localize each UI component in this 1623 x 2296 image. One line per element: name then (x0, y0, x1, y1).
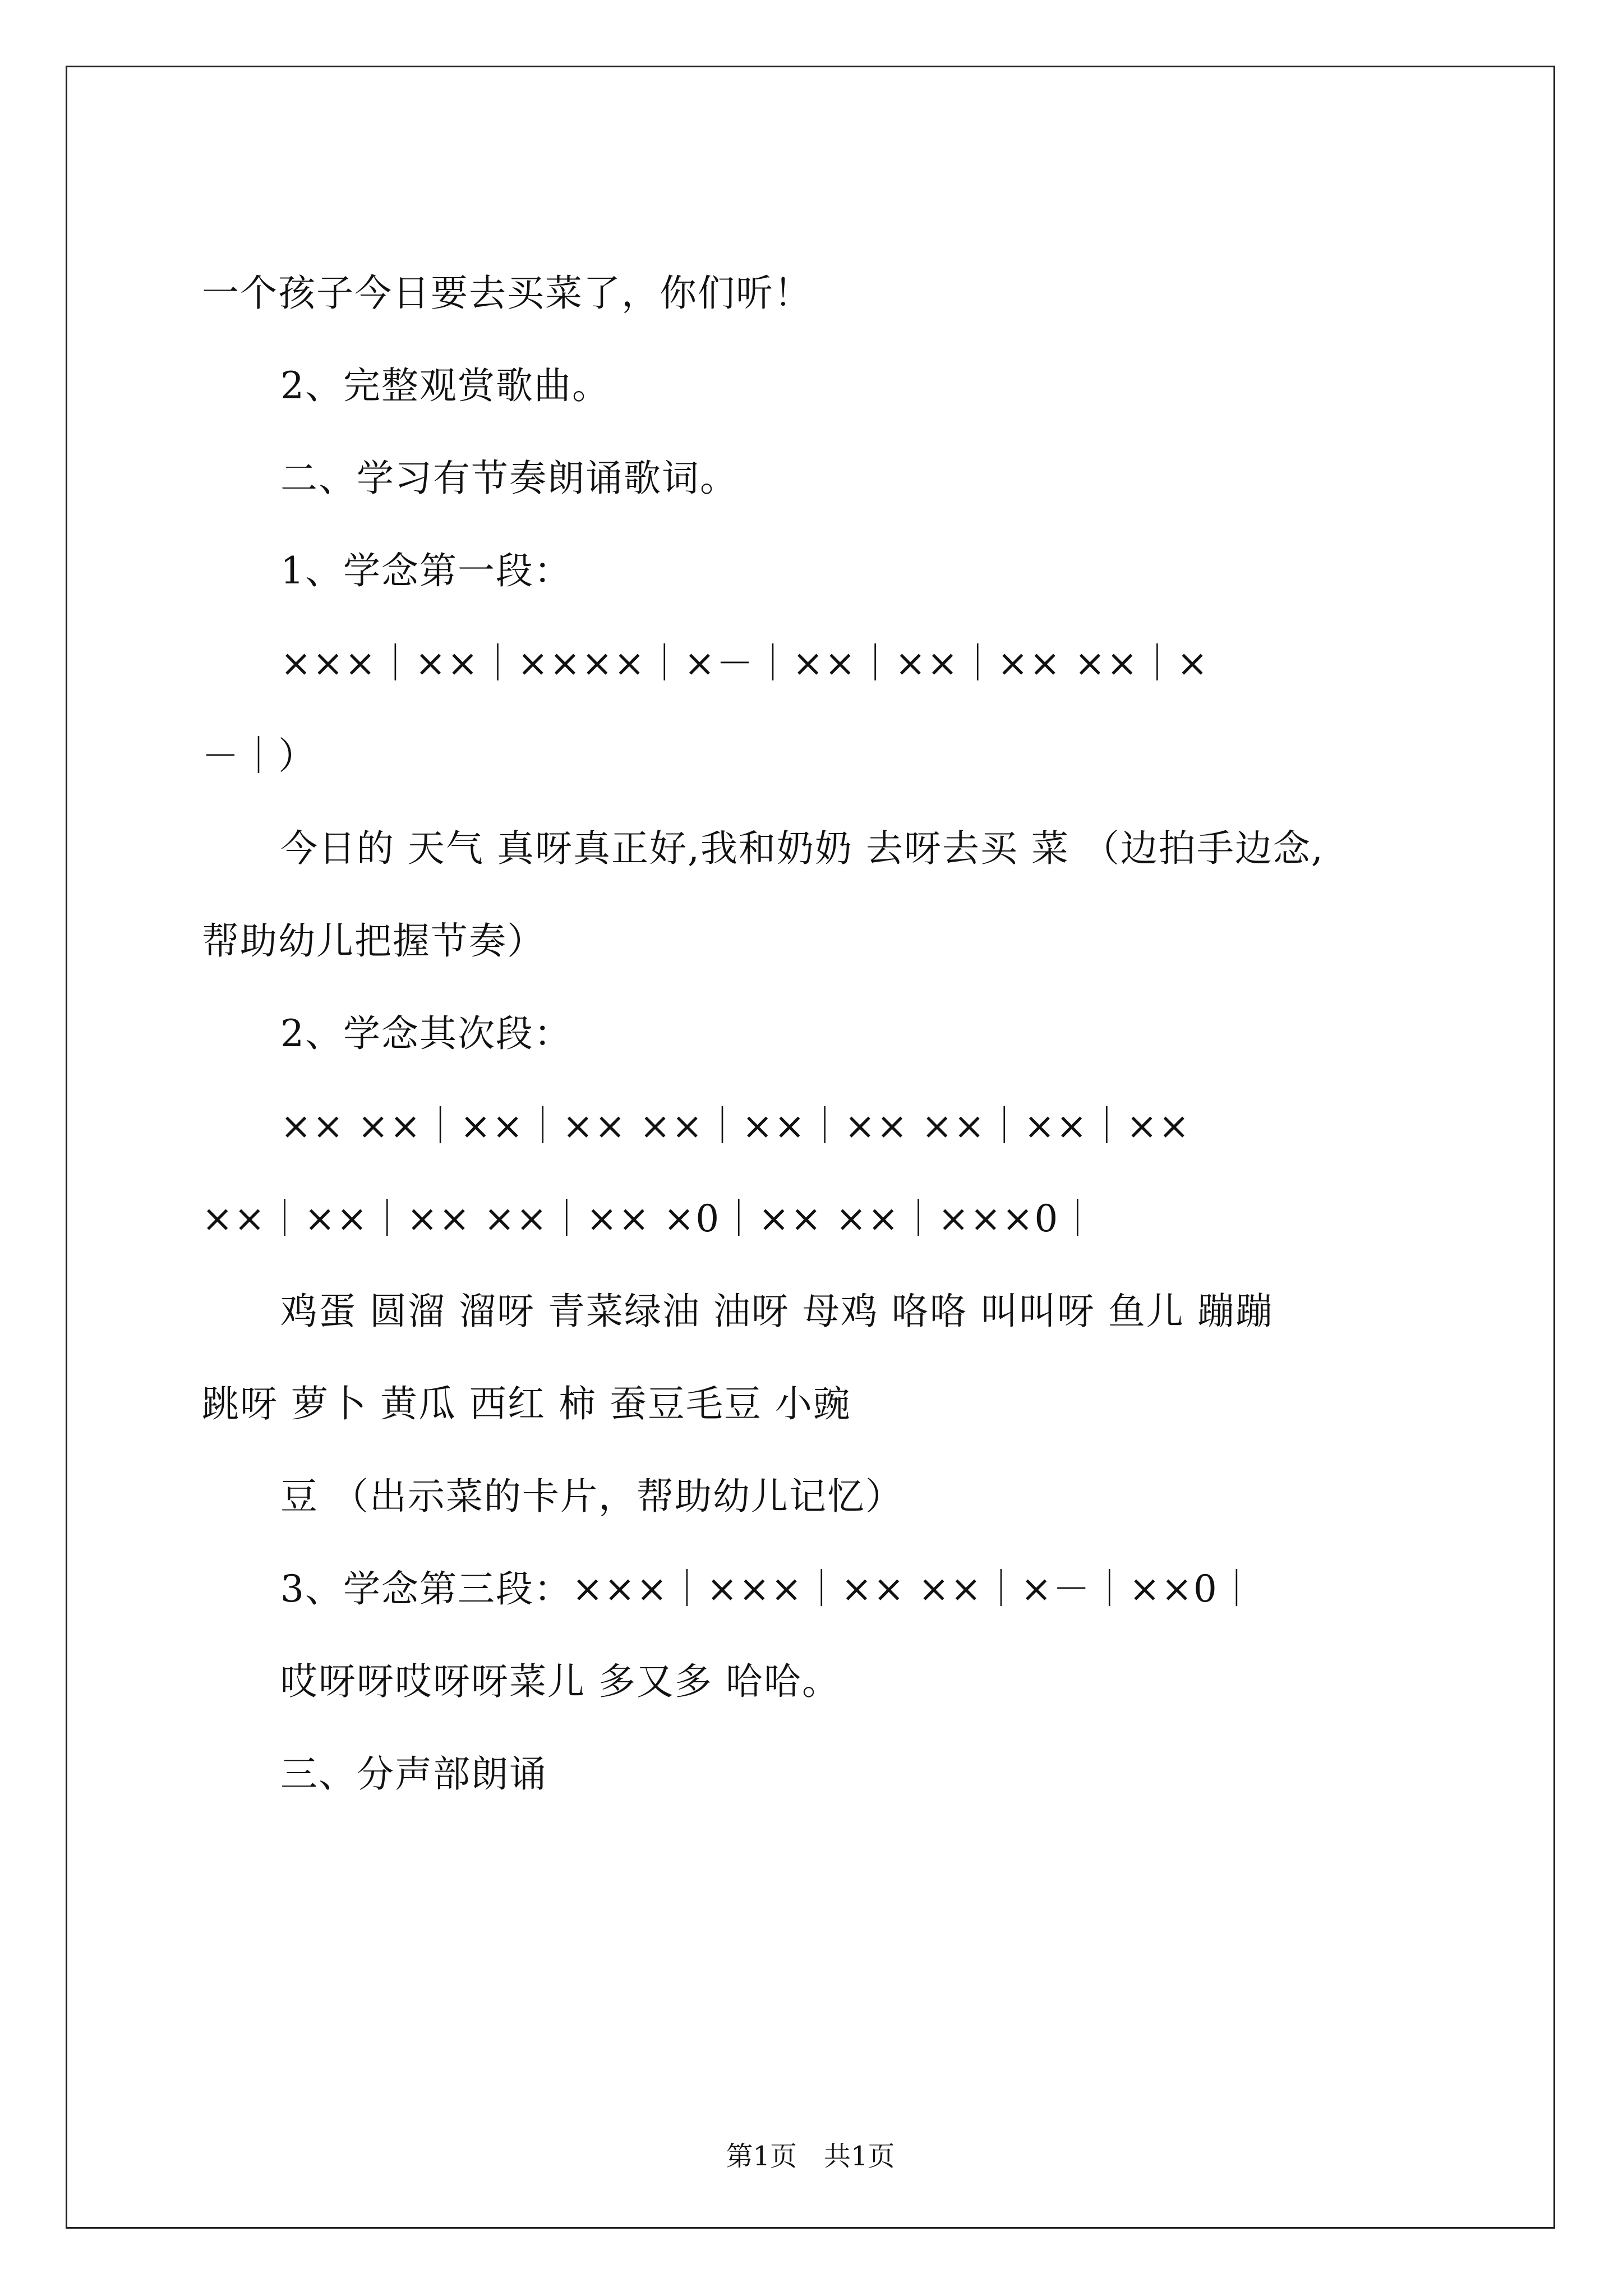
rhythm-notation: ××｜××｜×× ××｜×× ×0｜×× ××｜×××0｜ (202, 1197, 1098, 1240)
lyrics-line: 今日的 天气 真呀真正好,我和奶奶 去呀去买 菜 （边拍手边念, (280, 827, 1324, 870)
rhythm-notation: 3、学念第三段：×××｜×××｜×× ××｜×－｜××0｜ (280, 1567, 1256, 1611)
lyrics-line: 跳呀 萝卜 黄瓜 西红 柿 蚕豆毛豆 小豌 (202, 1382, 851, 1425)
section-heading: 二、学习有节奏朗诵歌词。 (280, 457, 738, 500)
rhythm-notation: －｜） (202, 734, 316, 777)
rhythm-notation: ×× ××｜××｜×× ××｜××｜×× ××｜××｜×× (280, 1105, 1191, 1148)
text-line: 一个孩子今日要去买菜了，你们听！ (202, 272, 812, 315)
page-number-footer: 第1页 共1页 (726, 2141, 895, 2172)
text-line: 2、学念其次段： (280, 1012, 572, 1055)
rhythm-notation: ×××｜××｜××××｜×－｜××｜××｜×× ××｜× (280, 642, 1209, 685)
page-frame (66, 66, 1555, 2229)
text-line: 2、完整观赏歌曲。 (280, 364, 610, 407)
section-heading: 三、分声部朗诵 (280, 1752, 547, 1796)
text-line: 1、学念第一段： (280, 549, 572, 592)
lyrics-line: 帮助幼儿把握节奏） (202, 919, 545, 963)
lyrics-line: 豆 （出示菜的卡片，帮助幼儿记忆） (280, 1475, 903, 1518)
lyrics-line: 哎呀呀哎呀呀菜儿 多又多 哈哈。 (280, 1660, 840, 1703)
lyrics-line: 鸡蛋 圆溜 溜呀 青菜绿油 油呀 母鸡 咯咯 叫叫呀 鱼儿 蹦蹦 (280, 1290, 1274, 1333)
